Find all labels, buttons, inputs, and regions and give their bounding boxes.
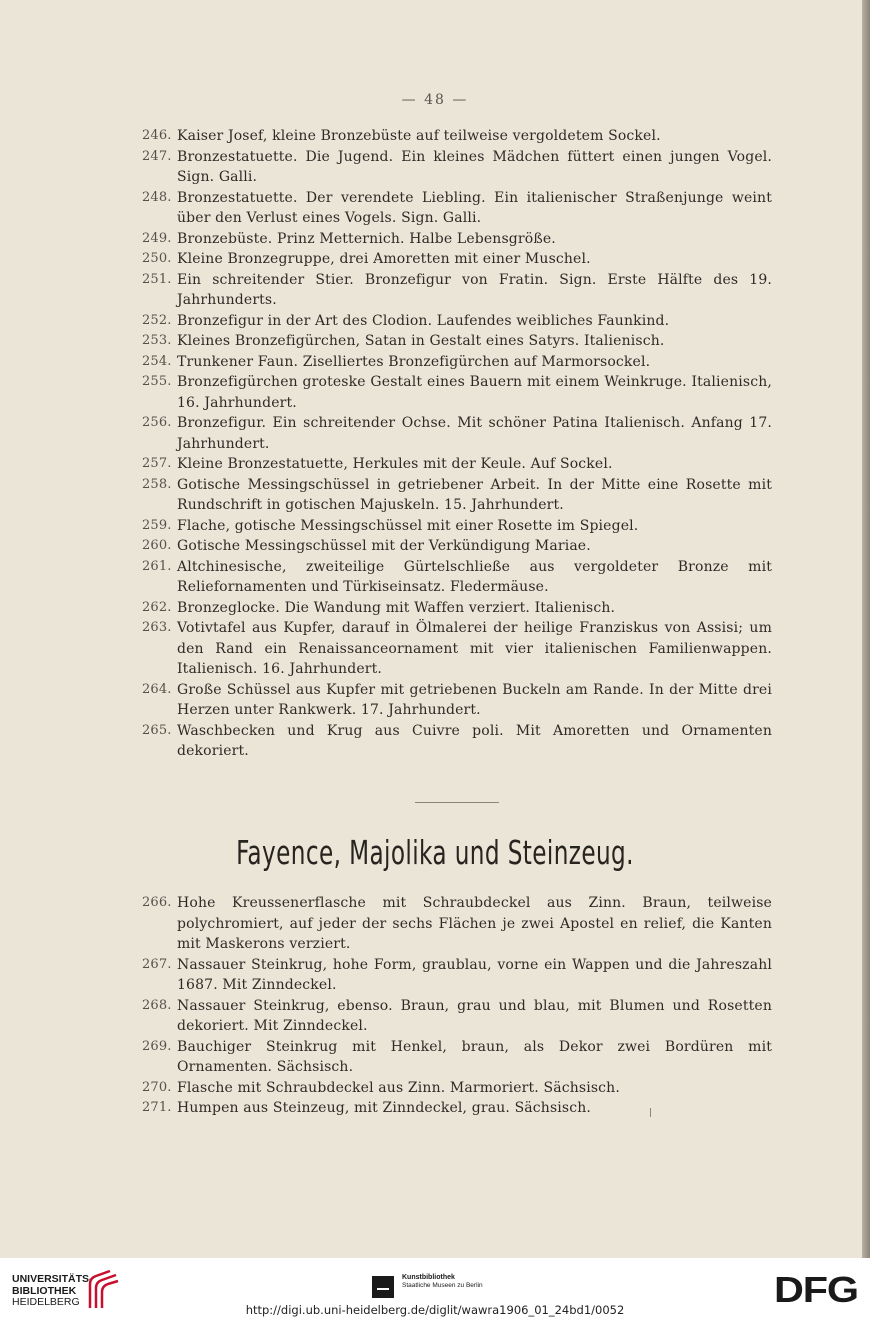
entry-number: 260. [142, 538, 172, 553]
entry-text: Kleine Bronzegruppe, drei Amoretten mit einer Muschel. [177, 251, 591, 267]
entry-text: Flasche mit Schraubdeckel aus Zinn. Marmoriert. Sächsisch. [177, 1079, 620, 1096]
entry-text: Große Schüssel aus Kupfer mit getriebenen Buckeln am Rande. In der Mitte drei Herzen unter Rankwerk. 17. Jahrhundert. [177, 681, 772, 718]
entry-number: 247. [142, 148, 172, 164]
entry-number: 262. [142, 599, 172, 615]
entry-number: 248. [142, 189, 172, 205]
catalog-entry [140, 475, 772, 516]
catalog-entries-fayence [140, 893, 772, 1119]
entry-number: 257. [142, 456, 172, 471]
page-edge-shadow [862, 0, 870, 1258]
catalog-entry [140, 598, 772, 619]
catalog-entry [140, 955, 772, 996]
entry-number: 256. [142, 415, 172, 430]
entry-number: 261. [142, 558, 172, 574]
entry-text: Bronzebüste. Prinz Metternich. Halbe Lebensgröße. [177, 230, 556, 247]
entry-number: 246. [142, 128, 172, 143]
catalog-entry [140, 126, 772, 147]
kunstbibliothek-subtitle: Staatliche Museen zu Berlin [402, 1282, 483, 1289]
entry-text: Kleine Bronzestatuette, Herkules mit der Keule. Auf Sockel. [177, 456, 613, 472]
catalog-entry [140, 516, 772, 537]
entry-text: Trunkener Faun. Ziselliertes Bronzefigürchen auf Marmorsockel. [177, 353, 651, 370]
catalog-entry [140, 1078, 772, 1099]
entry-number: 269. [142, 1038, 172, 1054]
entry-text: Bronzefigur. Ein schreitender Ochse. Mit schöner Patina Italienisch. Anfang 17. Jahrhundert. [177, 415, 772, 452]
entry-text: Bronzefigur in der Art des Clodion. Laufendes weibliches Faunkind. [177, 312, 670, 329]
catalog-entry [140, 372, 772, 413]
catalog-entry [140, 147, 772, 188]
entry-text: Kleines Bronzefigürchen, Satan in Gestalt eines Satyrs. Italienisch. [177, 333, 665, 349]
entry-text: Gotische Messingschüssel in getriebener Arbeit. In der Mitte eine Rosette mit Rundschrift in gotischen Majuskeln. 15. Jahrhundert. [177, 476, 772, 513]
catalog-entry [140, 249, 772, 270]
entry-number: 254. [142, 353, 172, 369]
catalog-entry [140, 618, 772, 680]
entry-text: Flache, gotische Messingschüssel mit einer Rosette im Spiegel. [177, 517, 639, 534]
entry-number: 267. [142, 956, 172, 972]
kunstbibliothek-title: Kunstbibliothek [402, 1274, 455, 1281]
catalog-entry [140, 229, 772, 250]
entry-text: Bronzeglocke. Die Wandung mit Waffen verziert. Italienisch. [177, 599, 616, 616]
entry-text: Nassauer Steinkrug, hohe Form, graublau, vorne ein Wappen und die Jahreszahl 1687. Mit Zinndeckel. [177, 956, 772, 993]
entry-text: Hohe Kreussenerflasche mit Schraubdeckel aus Zinn. Braun, teilweise polychromiert, auf jeder der sechs Flächen je zwei Apostel en relief, die Kanten mit Maskerons verziert. [177, 895, 772, 952]
entry-number: 253. [142, 333, 172, 348]
entry-number: 249. [142, 230, 172, 246]
catalog-entry [140, 270, 772, 311]
entry-text: Altchinesische, zweiteilige Gürtelschließe aus vergoldeter Bronze mit Reliefornamenten und Türkiseinsatz. Fledermäuse. [177, 558, 772, 595]
catalog-entry [140, 311, 772, 332]
catalog-entry [140, 996, 772, 1037]
catalog-entry [140, 536, 772, 557]
entry-number: 271. [142, 1100, 172, 1115]
uni-logo-line-2: BIBLIOTHEK [12, 1284, 77, 1297]
section-heading: Fayence, Majolika und Steinzeug. [236, 833, 634, 872]
entry-number: 270. [142, 1079, 172, 1095]
entry-number: 266. [142, 895, 172, 910]
entry-text: Waschbecken und Krug aus Cuivre poli. Mit Amoretten und Ornamenten dekoriert. [177, 722, 772, 759]
entry-number: 259. [142, 517, 172, 533]
catalog-entries-bronze [140, 126, 772, 762]
catalog-entry [140, 557, 772, 598]
entry-text: Gotische Messingschüssel mit der Verkündigung Mariae. [177, 538, 591, 554]
kunstbibliothek-logo[interactable] [372, 1274, 522, 1300]
entry-text: Nassauer Steinkrug, ebenso. Braun, grau und blau, mit Blumen und Rosetten dekoriert. Mit Zinndeckel. [177, 997, 772, 1034]
entry-text: Ein schreitender Stier. Bronzefigur von Fratin. Sign. Erste Hälfte des 19. Jahrhunderts. [177, 271, 772, 308]
catalog-entry [140, 893, 772, 955]
entry-text: Bronzestatuette. Die Jugend. Ein kleines Mädchen füttert einen jungen Vogel. Sign. Galli. [177, 148, 772, 185]
entry-text: Bronzestatuette. Der verendete Liebling. Ein italienischer Straßenjunge weint über den Verlust eines Vogels. Sign. Galli. [177, 189, 772, 226]
catalog-entry [140, 1098, 772, 1119]
dfg-logo[interactable]: DFG [774, 1269, 858, 1310]
page-number: — 48 — [401, 92, 469, 108]
entry-number: 255. [142, 374, 172, 389]
entry-number: 263. [142, 620, 172, 635]
catalog-entry [140, 454, 772, 475]
catalog-entry [140, 680, 772, 721]
catalog-entry [140, 413, 772, 454]
source-url-link[interactable]: http://digi.ub.uni-heidelberg.de/diglit/wawra1906_01_24bd1/0052 [245, 1303, 625, 1317]
entry-text: Humpen aus Steinzeug, mit Zinndeckel, grau. Sächsisch. [177, 1100, 592, 1116]
uni-logo-line-1: UNIVERSITÄTS- [12, 1273, 93, 1285]
uni-logo-line-3: HEIDELBERG [12, 1296, 80, 1308]
entry-number: 250. [142, 251, 172, 266]
catalog-entry [140, 721, 772, 762]
entry-number: 251. [142, 271, 172, 287]
section-divider [415, 802, 499, 803]
entry-number: 264. [142, 681, 172, 697]
entry-number: 252. [142, 312, 172, 328]
entry-text: Votivtafel aus Kupfer, darauf in Ölmalerei der heilige Franziskus von Assisi; um den Rand ein Renaissanceornament mit vier italienischen Familienwappen. Italienisch. 16. Jahrhundert. [177, 620, 772, 677]
entry-number: 268. [142, 997, 172, 1013]
catalog-entry [140, 331, 772, 352]
catalog-entry [140, 188, 772, 229]
catalog-entry [140, 1037, 772, 1078]
print-mark [650, 1108, 651, 1117]
catalog-entry [140, 352, 772, 373]
kunstbibliothek-square-icon [372, 1276, 394, 1298]
entry-text: Bronzefigürchen groteske Gestalt eines Bauern mit einem Weinkruge. Italienisch, 16. Jahrhundert. [177, 374, 772, 411]
entry-number: 258. [142, 476, 172, 492]
entry-text: Kaiser Josef, kleine Bronzebüste auf teilweise vergoldetem Sockel. [177, 128, 661, 144]
entry-text: Bauchiger Steinkrug mit Henkel, braun, als Dekor zwei Bordüren mit Ornamenten. Sächsisch. [177, 1038, 772, 1075]
entry-number: 265. [142, 722, 172, 738]
